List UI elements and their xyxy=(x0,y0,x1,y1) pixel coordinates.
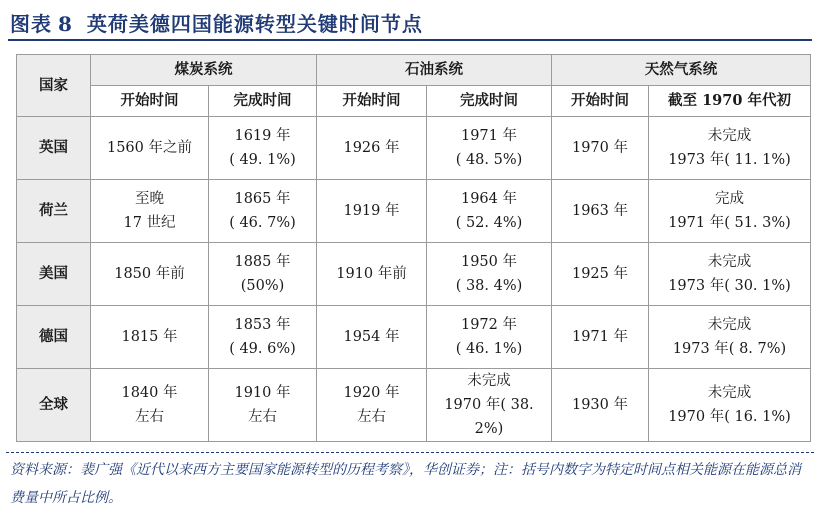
gas-start-cell xyxy=(552,306,649,369)
cell-line: 1926 年 xyxy=(343,140,400,156)
coal-end-cell xyxy=(209,180,317,243)
cell-line: 1950 年 xyxy=(460,254,517,270)
cell-line: 1970 年 xyxy=(571,140,628,156)
gas-system-header: 天然气系统 xyxy=(552,55,811,86)
cell-line: ( 52. 4%) xyxy=(455,215,523,231)
group-header-row xyxy=(17,55,811,86)
gas-status-cell xyxy=(649,306,811,369)
cell-line: 1919 年 xyxy=(343,203,400,219)
coal-start-cell xyxy=(91,243,209,306)
oil-end-cell xyxy=(427,180,552,243)
cell-line: 至晚 xyxy=(135,191,164,207)
table-row xyxy=(17,306,811,369)
cell-line: 1930 年 xyxy=(571,397,628,413)
oil-end-cell xyxy=(427,243,552,306)
gas-start-cell xyxy=(552,369,649,442)
country-cell: 荷兰 xyxy=(17,180,91,243)
cell-line: ( 38. 4%) xyxy=(455,278,523,294)
source-note: 资料来源：裴广强《近代以来西方主要国家能源转型的历程考察》，华创证券；注：括号内数字为特定时间点相关能源在能源总消费量中所占比例。 xyxy=(10,462,801,506)
cell-line: 1910 年前 xyxy=(336,266,407,282)
oil-end-cell xyxy=(427,369,552,442)
oil-start-cell xyxy=(317,369,427,442)
cell-line: (50%) xyxy=(240,278,285,294)
cell-line: 左右 xyxy=(248,409,277,425)
coal-system-header: 煤炭系统 xyxy=(91,55,317,86)
source-divider xyxy=(6,452,814,453)
cell-line: 1970 年( 16. 1%) xyxy=(668,409,791,425)
figure-number: 8 xyxy=(58,12,73,36)
cell-line: 1973 年( 11. 1%) xyxy=(668,152,791,168)
coal-start-header: 开始时间 xyxy=(91,86,209,117)
cell-line: 1964 年 xyxy=(460,191,517,207)
cell-line: 1619 年 xyxy=(234,128,291,144)
cell-line: 1970 年( 38. 2%) xyxy=(444,397,534,437)
coal-start-cell xyxy=(91,180,209,243)
gas-start-cell xyxy=(552,117,649,180)
gas-status-header: 截至 1970 年代初 xyxy=(649,86,811,117)
oil-start-cell xyxy=(317,243,427,306)
oil-end-cell xyxy=(427,117,552,180)
table-row xyxy=(17,180,811,243)
coal-end-cell xyxy=(209,369,317,442)
oil-end-header: 完成时间 xyxy=(427,86,552,117)
cell-line: ( 46. 1%) xyxy=(455,341,523,357)
cell-line: ( 46. 7%) xyxy=(229,215,296,231)
cell-line: 1853 年 xyxy=(234,317,291,333)
cell-line: 1971 年 xyxy=(460,128,517,144)
cell-line: 左右 xyxy=(135,409,164,425)
cell-line: 1971 年( 51. 3%) xyxy=(668,215,791,231)
cell-line: 1973 年( 30. 1%) xyxy=(668,278,791,294)
cell-line: 1910 年 xyxy=(234,385,291,401)
figure-title xyxy=(10,8,423,37)
cell-line: 1963 年 xyxy=(571,203,628,219)
cell-line: 1971 年 xyxy=(571,329,628,345)
cell-line: 未完成 xyxy=(707,385,752,401)
cell-line: 1840 年 xyxy=(121,385,178,401)
cell-line: 未完成 xyxy=(707,128,752,144)
cell-line: 1925 年 xyxy=(571,266,628,282)
cell-line: 未完成 xyxy=(707,317,752,333)
gas-status-cell xyxy=(649,117,811,180)
cell-line: 左右 xyxy=(357,409,386,425)
cell-line: 1885 年 xyxy=(234,254,291,270)
cell-line: 未完成 xyxy=(467,373,511,389)
coal-start-cell xyxy=(91,369,209,442)
cell-line: 1972 年 xyxy=(460,317,517,333)
country-cell: 英国 xyxy=(17,117,91,180)
coal-end-cell xyxy=(209,306,317,369)
cell-line: ( 48. 5%) xyxy=(455,152,523,168)
oil-start-cell xyxy=(317,180,427,243)
oil-start-cell xyxy=(317,117,427,180)
gas-status-cell xyxy=(649,369,811,442)
cell-line: 完成 xyxy=(715,191,744,207)
table-row xyxy=(17,117,811,180)
subheader-row xyxy=(17,86,811,117)
coal-end-cell xyxy=(209,243,317,306)
gas-status-cell xyxy=(649,180,811,243)
cell-line: 1920 年 xyxy=(343,385,400,401)
cell-line: ( 49. 6%) xyxy=(229,341,296,357)
cell-line: 1850 年前 xyxy=(114,266,185,282)
coal-end-cell xyxy=(209,117,317,180)
cell-line: 17 世纪 xyxy=(123,215,176,231)
coal-end-header: 完成时间 xyxy=(209,86,317,117)
cell-line: 1954 年 xyxy=(343,329,400,345)
gas-start-header: 开始时间 xyxy=(552,86,649,117)
oil-start-header: 开始时间 xyxy=(317,86,427,117)
gas-status-cell xyxy=(649,243,811,306)
gas-start-cell xyxy=(552,243,649,306)
table-row xyxy=(17,243,811,306)
oil-end-cell xyxy=(427,306,552,369)
title-divider xyxy=(8,39,812,41)
cell-line: 1560 年之前 xyxy=(106,140,192,156)
cell-line: 1815 年 xyxy=(121,329,178,345)
cell-line: 1973 年( 8. 7%) xyxy=(672,341,787,357)
figure-label: 图表 xyxy=(10,12,52,36)
country-cell: 美国 xyxy=(17,243,91,306)
figure-title-text: 英荷美德四国能源转型关键时间节点 xyxy=(86,12,423,36)
coal-start-cell xyxy=(91,306,209,369)
gas-start-cell xyxy=(552,180,649,243)
country-cell: 德国 xyxy=(17,306,91,369)
oil-system-header: 石油系统 xyxy=(317,55,552,86)
energy-transition-table xyxy=(16,54,811,442)
coal-start-cell xyxy=(91,117,209,180)
table-row xyxy=(17,369,811,442)
table-body xyxy=(17,117,811,442)
cell-line: 未完成 xyxy=(707,254,752,270)
country-cell: 全球 xyxy=(17,369,91,442)
oil-start-cell xyxy=(317,306,427,369)
country-header: 国家 xyxy=(17,55,91,117)
cell-line: ( 49. 1%) xyxy=(229,152,296,168)
cell-line: 1865 年 xyxy=(234,191,291,207)
